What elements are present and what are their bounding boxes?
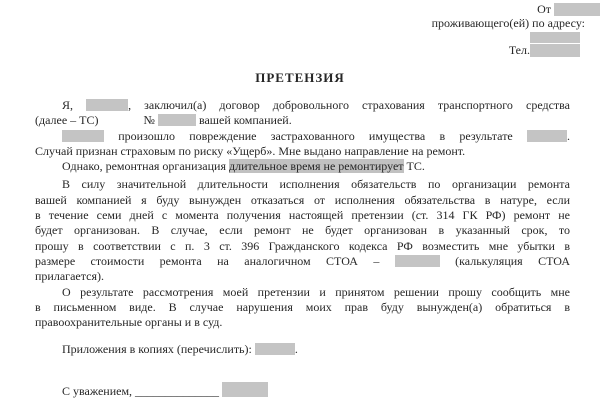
text-line: в течение семи дней с момента получения настоящей претензии (ст. 314 ГК РФ) ремонт не (35, 208, 570, 223)
redacted-block (554, 3, 600, 16)
paragraph-attachments (35, 342, 570, 357)
redacted-block (530, 32, 580, 43)
text-line: в письменном виде. В случае нарушения моих прав буду вынужден(а) обратиться в (35, 299, 570, 314)
text-line: прилагается). (35, 269, 104, 284)
redacted-block (86, 99, 128, 111)
redacted-block (62, 130, 104, 142)
paragraph-resolution (35, 285, 570, 331)
text-line: вашей компанией я буду вынужден отказаться от исполнения обязательства в натуре, если (35, 192, 570, 207)
redacted-block (395, 255, 440, 267)
header-line-address-label: проживающего(ей) по адресу: (431, 16, 585, 30)
text-line: правоохранительные органы и в суд. (35, 315, 223, 330)
text-line: будет организован. В случае, если ремонт не будет организован в указанный срок, то (35, 223, 570, 238)
redacted-block (222, 382, 268, 397)
text-line: размере стоимости ремонта на аналогичном СТОА – (калькуляция СТОА (35, 253, 570, 268)
paragraph-signature (35, 382, 570, 399)
text-line: О результате рассмотрения моей претензии и принятом решении прошу сообщить мне (62, 284, 570, 299)
header-line-phone: Тел. (0, 43, 600, 57)
text-line: Случай признан страховым по риску «Ущерб». Мне выдано направление на ремонт. (35, 143, 466, 158)
document-header (0, 0, 600, 57)
redacted-block (158, 114, 196, 126)
paragraph-opening (35, 98, 570, 129)
highlighted-text: длительное время не ремонтирует (228, 159, 404, 174)
text-line: произошло повреждение застрахованного имущества в результате . (35, 129, 570, 144)
text-line: Приложения в копиях (перечислить): . (62, 342, 298, 357)
header-line-address-value (0, 30, 600, 43)
text-line: (далее – ТС) № вашей компанией. (35, 113, 292, 128)
redacted-block (255, 343, 295, 355)
text-line: В силу значительной длительности исполнения обязательств по организации ремонта (62, 177, 570, 192)
paragraph-incident (35, 129, 570, 160)
paragraph-demand (35, 177, 570, 284)
redacted-block (530, 44, 580, 57)
text-line: Я, , заключил(а) договор добровольного страхования транспортного средства (62, 98, 570, 112)
document-title: ПРЕТЕНЗИЯ (255, 70, 345, 85)
redacted-block (527, 130, 567, 142)
text-line: Однако, ремонтная организация длительное время не ремонтирует ТС. (62, 159, 425, 174)
header-line-from: От (0, 2, 600, 16)
signature-line: С уважением, ______________ (35, 382, 570, 399)
paragraph-problem (35, 159, 570, 174)
document-body (35, 98, 570, 399)
text-line: прошу в соответствии с п. 3 ст. 396 Гражданского кодекса РФ возместить мне убытки в (35, 238, 570, 253)
